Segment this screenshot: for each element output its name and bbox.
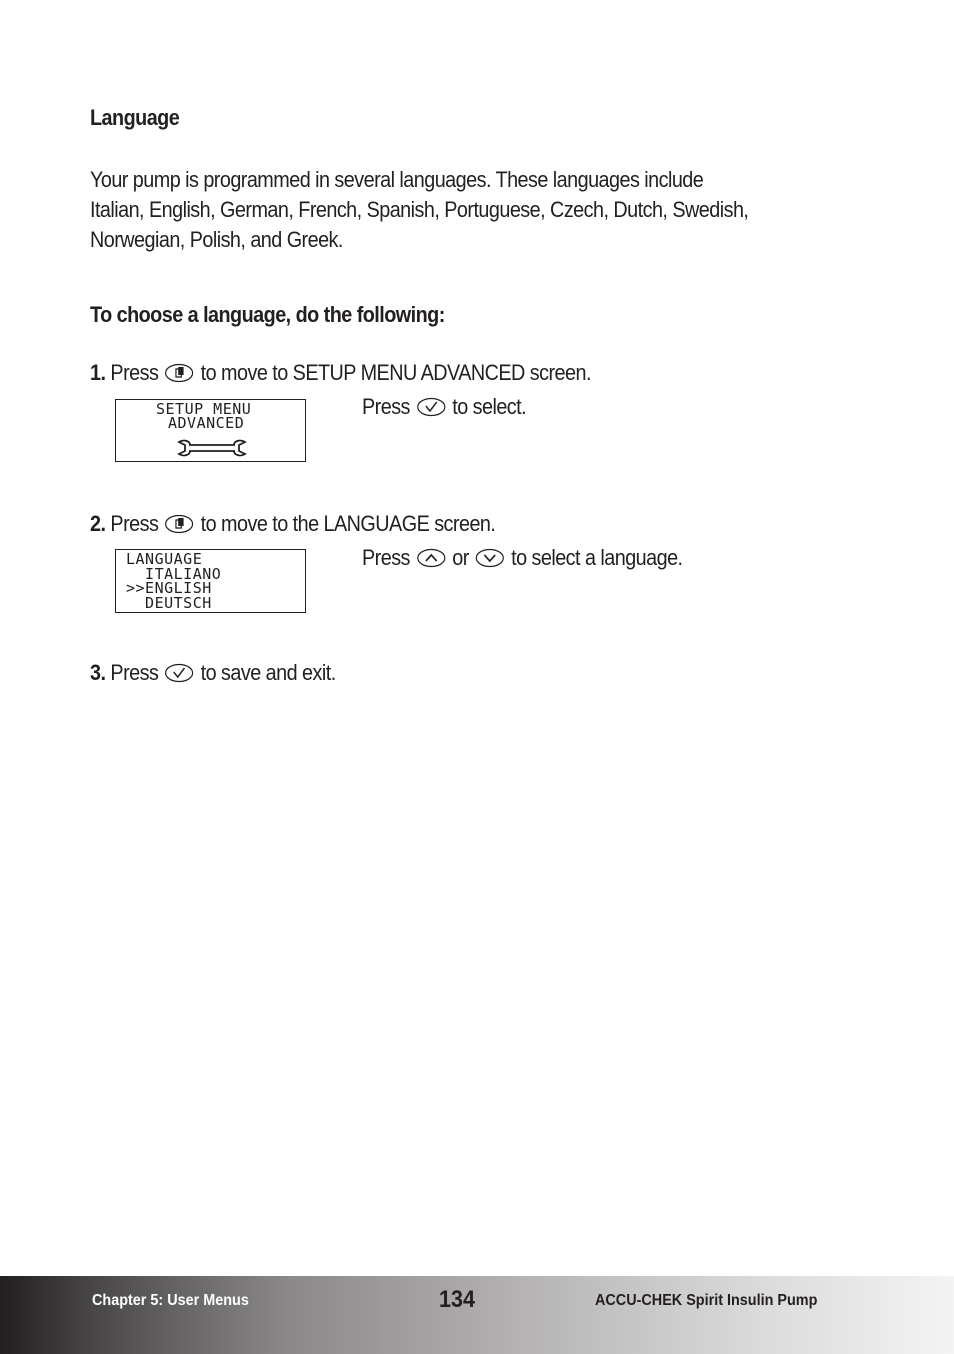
screen-line: LANGUAGE bbox=[126, 550, 203, 568]
down-button-icon bbox=[476, 548, 505, 568]
footer-product: ACCU-CHEK Spirit Insulin Pump bbox=[595, 1292, 818, 1309]
step-text: to move to SETUP MENU ADVANCED screen. bbox=[200, 360, 591, 385]
pump-screen-language bbox=[115, 549, 306, 613]
step-3 bbox=[90, 660, 336, 686]
screen-line: DEUTSCH bbox=[126, 593, 212, 612]
wrench-icon bbox=[176, 438, 248, 458]
page-footer bbox=[0, 1276, 954, 1354]
step-number: 3. bbox=[90, 660, 106, 685]
step-1 bbox=[90, 360, 591, 386]
screen-line: ADVANCED bbox=[168, 414, 245, 432]
step-text: to save and exit. bbox=[200, 660, 336, 685]
screen-line: ITALIANO bbox=[126, 564, 222, 583]
screen-line: SETUP MENU bbox=[156, 400, 252, 418]
step-1-instruction bbox=[362, 394, 526, 420]
step-text: to move to the LANGUAGE screen. bbox=[200, 511, 496, 536]
step-text: to select a language. bbox=[511, 545, 683, 570]
step-or: or bbox=[452, 545, 469, 570]
step-press: Press bbox=[110, 511, 159, 536]
intro-line: Your pump is programmed in several languages. These languages include bbox=[90, 167, 704, 192]
intro-paragraph bbox=[90, 165, 810, 255]
intro-line: Italian, English, German, French, Spanish, Portuguese, Czech, Dutch, Swedish, bbox=[90, 197, 749, 222]
screen-line: >>ENGLISH bbox=[126, 579, 212, 597]
step-press: Press bbox=[110, 660, 159, 685]
footer-page-number: 134 bbox=[439, 1286, 476, 1313]
step-text: to select. bbox=[452, 394, 527, 419]
step-press: Press bbox=[362, 394, 410, 419]
step-number: 2. bbox=[90, 511, 106, 536]
footer-chapter: Chapter 5: User Menus bbox=[92, 1292, 249, 1309]
check-button-icon bbox=[417, 397, 446, 417]
section-title: Language bbox=[90, 105, 180, 130]
step-number: 1. bbox=[90, 360, 106, 385]
intro-line: Norwegian, Polish, and Greek. bbox=[90, 227, 343, 252]
pump-screen-setup-menu bbox=[115, 399, 306, 462]
instructions-heading: To choose a language, do the following: bbox=[90, 302, 445, 327]
menu-button-icon bbox=[165, 363, 194, 383]
step-press: Press bbox=[362, 545, 410, 570]
up-button-icon bbox=[417, 548, 446, 568]
step-2 bbox=[90, 511, 495, 537]
step-press: Press bbox=[110, 360, 159, 385]
step-2-instruction bbox=[362, 545, 683, 571]
check-button-icon bbox=[165, 663, 194, 683]
menu-button-icon bbox=[165, 514, 194, 534]
